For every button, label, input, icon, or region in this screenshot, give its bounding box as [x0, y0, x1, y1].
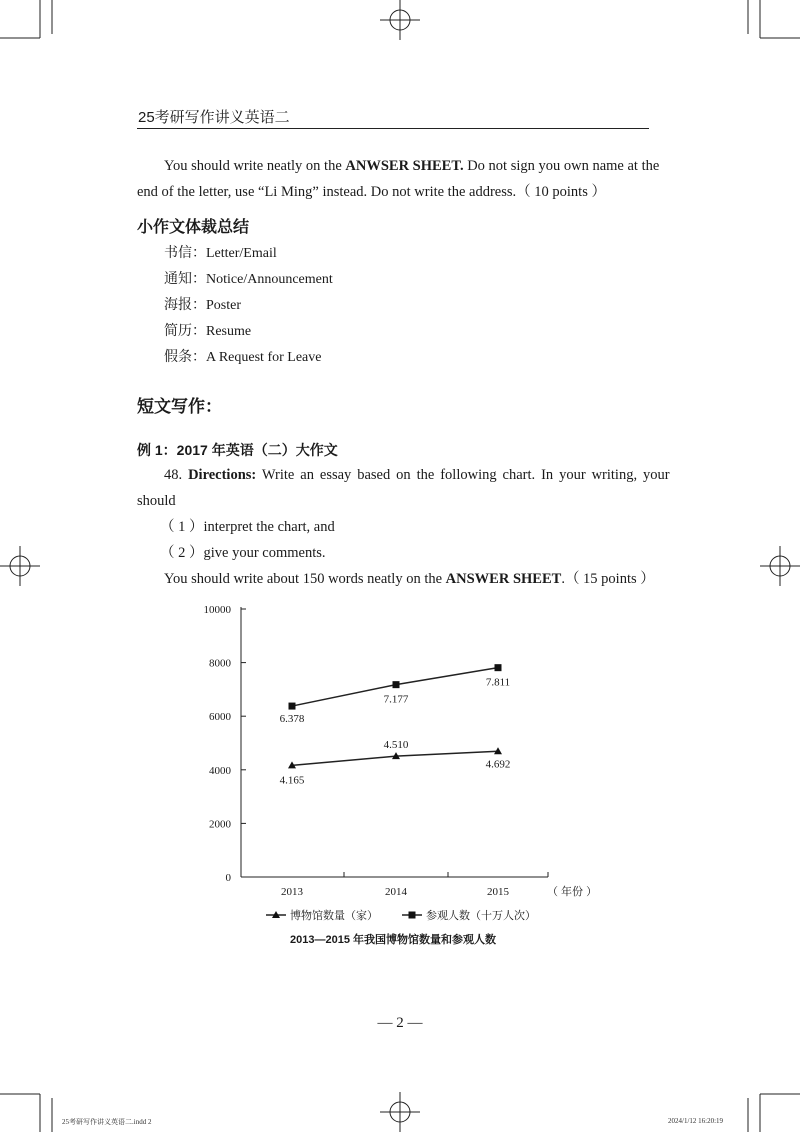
summary-item-label: 通知：: [164, 270, 206, 286]
intro-text: Do not sign you own name at the: [463, 158, 660, 174]
question-number: 48.: [164, 467, 189, 483]
running-header-title: 25考研写作讲义英语二: [138, 109, 290, 126]
data-label: 7.811: [485, 676, 511, 689]
summary-item-label: 书信：: [164, 244, 206, 260]
square-marker: [495, 664, 502, 671]
square-marker: [393, 681, 400, 688]
directions-final: [164, 566, 655, 592]
x-tick-label: 2015: [487, 886, 509, 898]
registration-target-icon: [380, 0, 420, 40]
directions-label: Directions:: [188, 467, 257, 483]
y-tick-label: 8000: [209, 657, 231, 670]
final-text: You should write about 150 words neatly on the: [164, 571, 446, 587]
registration-target-icon: [760, 546, 800, 586]
summary-item-value: A Request for Leave: [206, 350, 322, 365]
registration-target-icon: [0, 546, 40, 586]
x-tick-label: 2014: [385, 886, 407, 898]
data-label: 4.510: [383, 739, 409, 752]
summary-item-value: Letter/Email: [206, 246, 277, 261]
summary-item: [164, 242, 277, 262]
y-tick-label: 6000: [209, 711, 231, 724]
example-title: 例 1：2017 年英语（二）大作文: [137, 442, 338, 458]
header-rule: [137, 128, 649, 129]
summary-item-label: 假条：: [164, 348, 206, 364]
data-label: 4.165: [279, 774, 305, 787]
summary-item-value: Poster: [206, 298, 241, 313]
summary-item: [164, 268, 333, 288]
essay-heading: 短文写作：: [137, 397, 222, 416]
summary-item-value: Resume: [206, 324, 252, 339]
legend-label: 参观人数（十万人次）: [426, 910, 536, 922]
data-label: 4.692: [485, 758, 511, 771]
page-number: — 2 —: [377, 1015, 423, 1031]
y-tick-label: 0: [225, 872, 231, 884]
y-tick-label: 4000: [209, 764, 231, 777]
summary-item: [164, 294, 241, 314]
summary-item-value: Notice/Announcement: [206, 272, 333, 287]
line-chart: [0, 595, 800, 955]
summary-heading: 小作文体裁总结: [137, 219, 250, 236]
summary-item-label: 海报：: [164, 296, 206, 312]
intro-line-2: end of the letter, use “Li Ming” instead. Do not write the address.（ 10 points ）: [137, 184, 606, 200]
y-tick-label: 10000: [203, 604, 231, 616]
legend-square-marker: [409, 912, 416, 919]
final-text: .（ 15 points ）: [561, 571, 655, 587]
legend-label: 博物馆数量（家）: [290, 910, 378, 922]
summary-item: [164, 320, 251, 340]
directions-item-2: （ 2 ）give your comments.: [160, 545, 326, 561]
data-label: 7.177: [383, 693, 409, 706]
intro-bold: ANWSER SHEET.: [345, 158, 464, 174]
x-axis-unit: （ 年份 ）: [547, 886, 598, 898]
data-label: 6.378: [279, 713, 305, 726]
footer-timestamp: 2024/1/12 16:20:19: [668, 1117, 724, 1125]
intro-text: You should write neatly on the: [164, 158, 346, 174]
summary-item: [164, 346, 321, 366]
registration-target-icon: [380, 1092, 420, 1132]
directions-text: Write an essay based on the following chart. In your writing, your: [256, 467, 670, 483]
footer-file-name: 25考研写作讲义英语二.indd 2: [62, 1118, 152, 1126]
directions-line-1: [164, 462, 670, 488]
square-marker: [289, 703, 296, 710]
summary-item-label: 简历：: [164, 322, 206, 338]
chart-title: 2013—2015 年我国博物馆数量和参观人数: [290, 934, 496, 946]
intro-line-1: [164, 153, 659, 179]
directions-line-2: should: [137, 493, 176, 509]
x-tick-label: 2013: [281, 886, 303, 898]
y-tick-label: 2000: [209, 818, 231, 831]
directions-item-1: （ 1 ）interpret the chart, and: [160, 519, 335, 535]
final-bold: ANSWER SHEET: [445, 571, 562, 587]
